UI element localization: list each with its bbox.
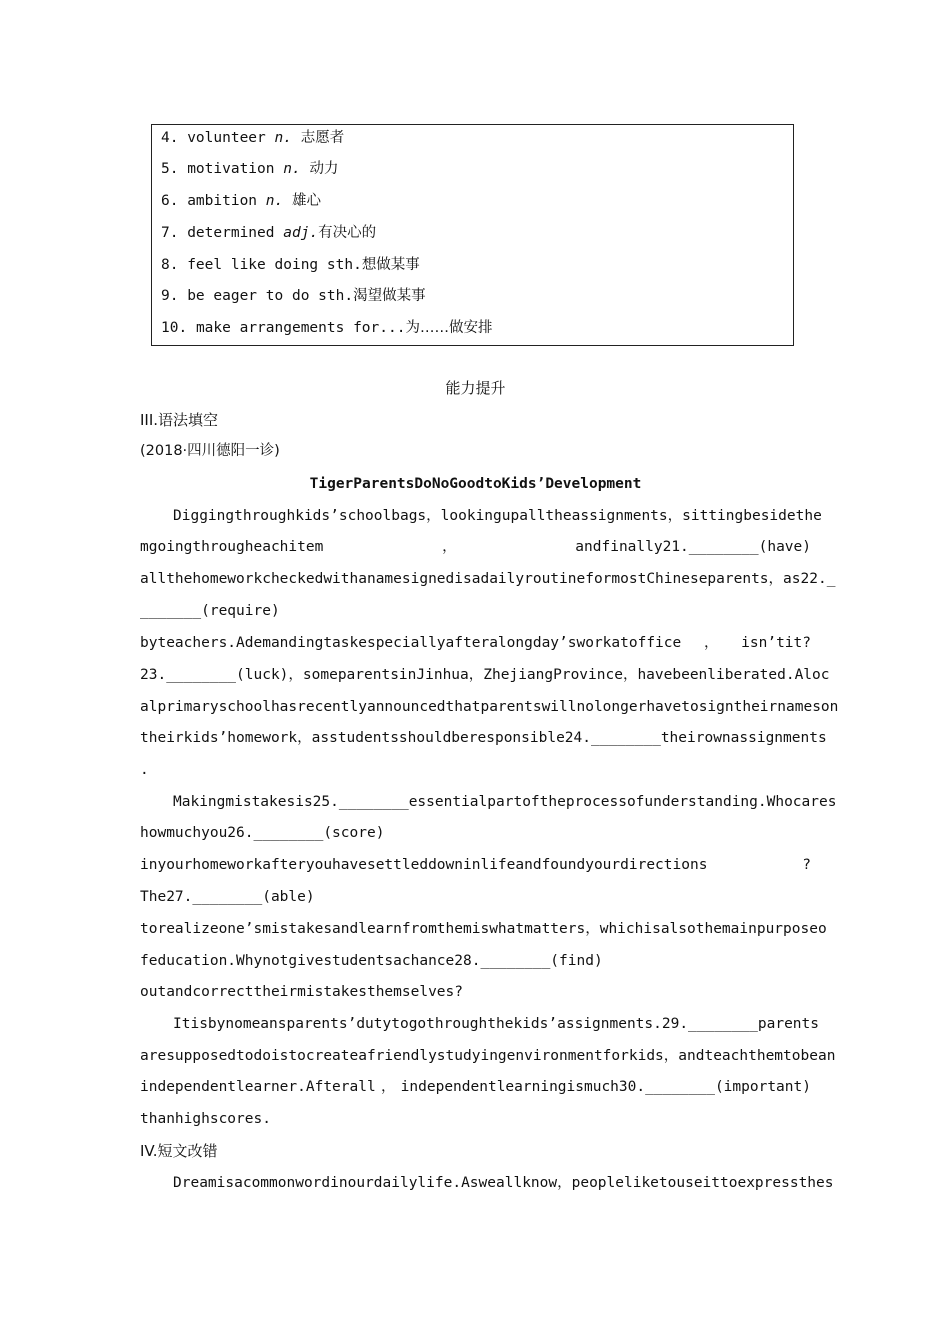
vocab-item: 6. ambition n. 雄心 — [161, 193, 321, 209]
passage-line: allthehomeworkcheckedwithanamesignedisadailyroutineformostChineseparents，as22._ — [140, 571, 836, 587]
vocab-item: 4. volunteer n. 志愿者 — [161, 130, 345, 146]
passage-line: Makingmistakesis25.________essentialpartoftheprocessofunderstanding.Whocares — [173, 794, 837, 810]
passage-title: TigerParentsDoNoGoodtoKids’Development — [309, 476, 642, 492]
passage-line: inyourhomeworkafteryouhavesettleddowninlifeandfoundyourdirections ? — [140, 857, 811, 873]
passage-line: . — [140, 762, 149, 778]
part3-heading: III.语法填空 — [140, 411, 219, 429]
section-title: 能力提升 — [445, 379, 506, 397]
vocab-item: 5. motivation n. 动力 — [161, 161, 339, 177]
passage-line: _______(require) — [140, 603, 280, 619]
passage-line: outandcorrecttheirmistakesthemselves? — [140, 984, 464, 1000]
passage-line: feducation.Whynotgivestudentsachance28.________(find) — [140, 953, 603, 969]
passage-line: 23.________(luck)，someparentsinJinhua，ZhejiangProvince，havebeenliberated.Aloc — [140, 667, 830, 683]
vocab-item: 9. be eager to do sth.渴望做某事 — [161, 288, 426, 304]
source-note: (2018·四川德阳一诊) — [140, 443, 280, 459]
passage-line: thanhighscores. — [140, 1111, 271, 1127]
vocab-item: 10. make arrangements for...为……做安排 — [161, 320, 493, 336]
passage-line: aresupposedtodoistocreateafriendlystudyingenvironmentforkids，andteachthemtobean — [140, 1048, 836, 1064]
vocabulary-box — [151, 124, 794, 346]
passage-line: Itisbynomeansparents’dutytogothroughthekids’assignments.29.________parents — [173, 1016, 820, 1032]
vocab-item: 8. feel like doing sth.想做某事 — [161, 257, 420, 273]
passage-line: theirkids’homework，asstudentsshouldberesponsible24.________theirownassignments — [140, 730, 827, 746]
passage-line: The27.________(able) — [140, 889, 315, 905]
passage-line: mgoingthrougheachitem ， andfinally21.________(have) — [140, 539, 811, 555]
passage-line: torealizeone’smistakesandlearnfromthemiswhatmatters，whichisalsothemainpurposeo — [140, 921, 827, 937]
passage-line: howmuchyou26.________(score) — [140, 825, 385, 841]
passage-line: byteachers.Ademandingtaskespeciallyafteralongday’sworkatoffice ， isn’tit? — [140, 635, 811, 651]
passage-line: Diggingthroughkids’schoolbags，lookingupalltheassignments，sittingbesidethe — [173, 508, 822, 524]
part4-heading: IV.短文改错 — [140, 1142, 218, 1160]
passage-line: Dreamisacommonwordinourdailylife.Asweallknow，peopleliketouseittoexpressthes — [173, 1175, 834, 1191]
vocab-item: 7. determined adj.有决心的 — [161, 225, 377, 241]
passage-line: independentlearner.Afterall ， independentlearningismuch30.________(important) — [140, 1079, 811, 1095]
passage-line: alprimaryschoolhasrecentlyannouncedthatparentswillnolongerhavetosigntheirnameson — [140, 699, 839, 715]
